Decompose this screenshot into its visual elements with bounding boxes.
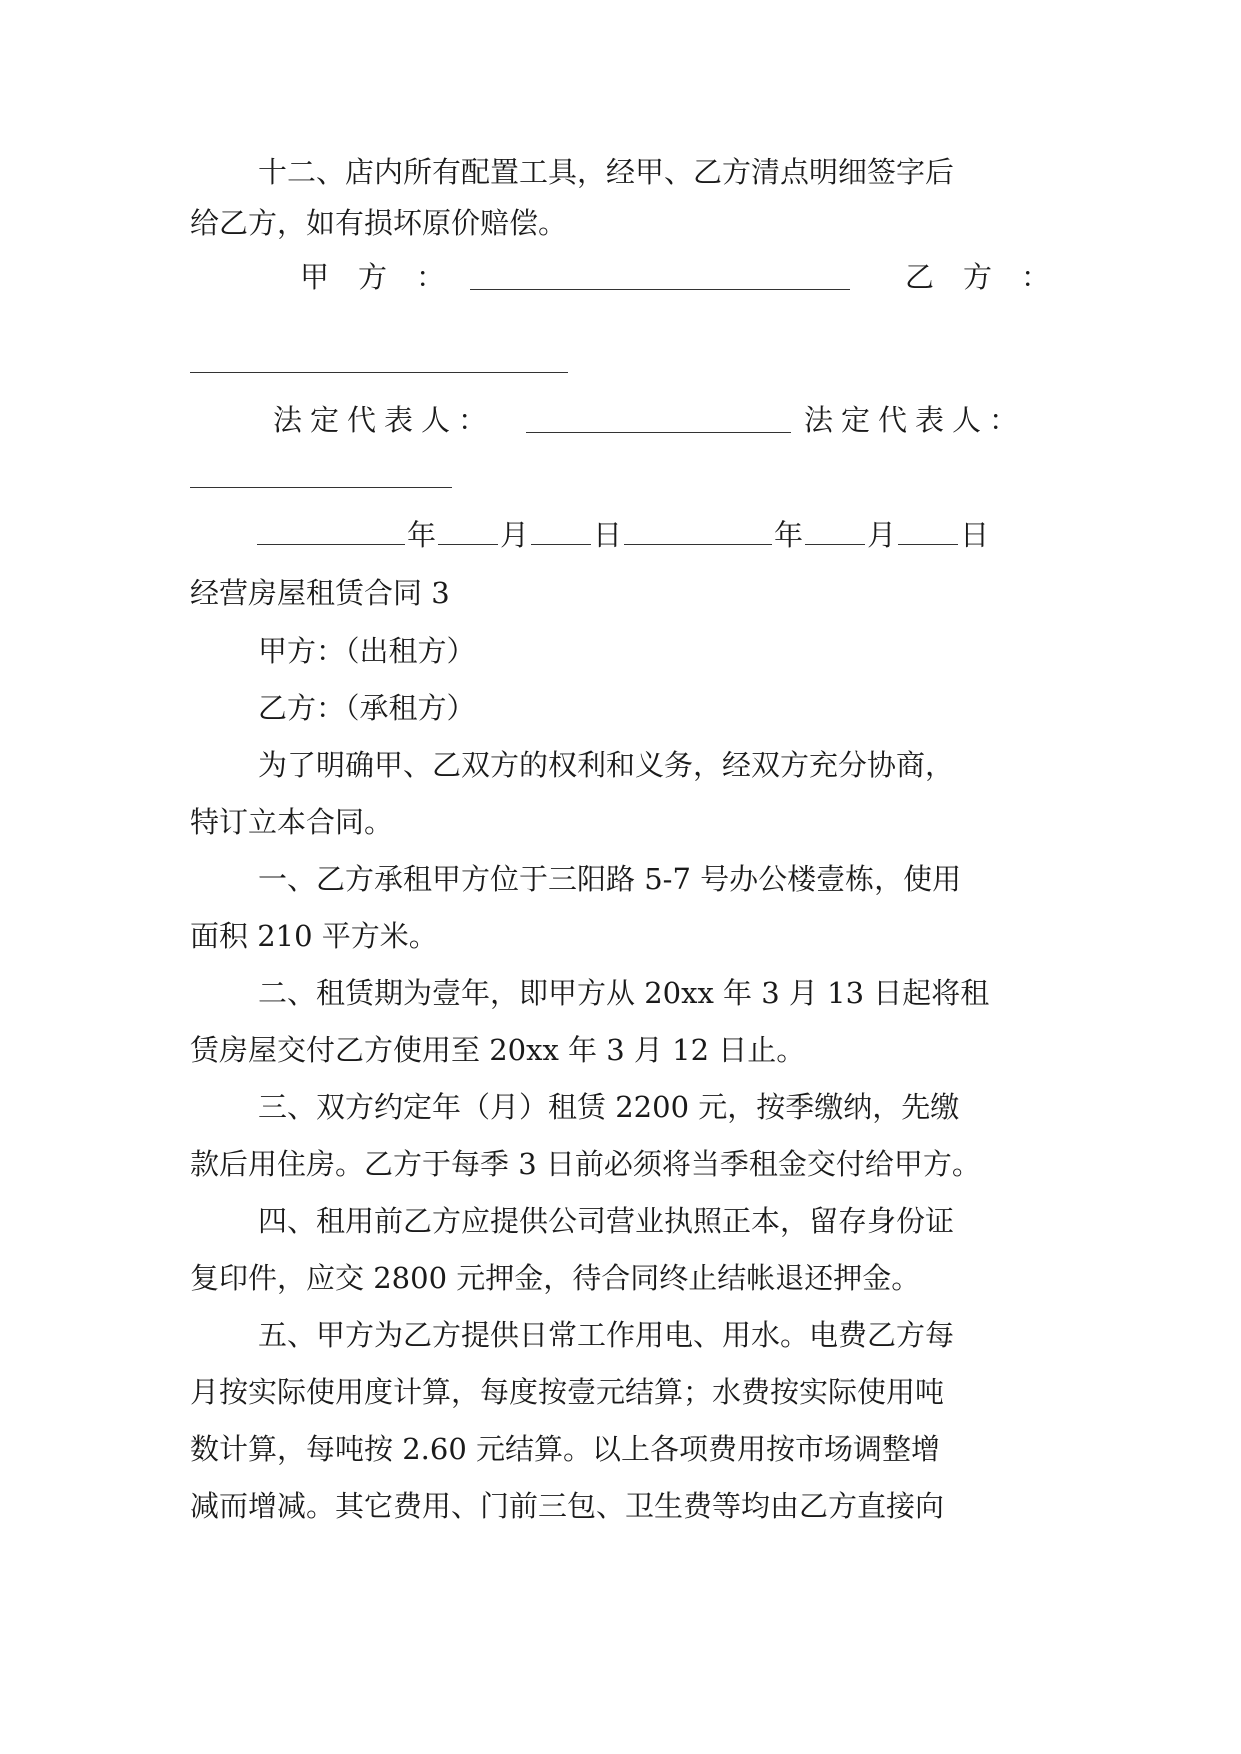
clause-1-line-1: 一、乙方承租甲方位于三阳路 5-7 号办公楼壹栋，使用	[258, 862, 962, 896]
clause-2-line-1: 二、租赁期为壹年，即甲方从 20xx 年 3 月 13 日起将租	[258, 976, 990, 1010]
date-b-month-blank	[805, 522, 865, 545]
clause-4-line-1: 四、租用前乙方应提供公司营业执照正本，留存身份证	[258, 1204, 955, 1238]
date-a-month-label: 月	[500, 518, 530, 552]
date-a-year-label: 年	[407, 518, 437, 552]
party-a-line: 甲方：（出租方）	[258, 634, 476, 668]
clause-5-line-3: 数计算，每吨按 2.60 元结算。以上各项费用按市场调整增	[190, 1432, 941, 1466]
date-row	[255, 515, 1055, 555]
date-b-month-label: 月	[867, 518, 897, 552]
intro-line-1: 为了明确甲、乙双方的权利和义务，经双方充分协商，	[258, 748, 955, 782]
clause-5-line-1: 五、甲方为乙方提供日常工作用电、用水。电费乙方每	[258, 1318, 955, 1352]
party-b-line: 乙方：（承租方）	[258, 691, 476, 725]
clause-12-line-1: 十二、店内所有配置工具，经甲、乙方清点明细签字后	[258, 155, 955, 189]
legal-rep-b-blank	[190, 487, 452, 488]
clause-5-line-4: 减而增减。其它费用、门前三包、卫生费等均由乙方直接向	[190, 1489, 945, 1523]
date-a-day-label: 日	[593, 518, 623, 552]
signature-party-b-blank	[190, 372, 568, 373]
date-a-day-blank	[531, 522, 591, 545]
clause-2-line-2: 赁房屋交付乙方使用至 20xx 年 3 月 12 日止。	[190, 1033, 806, 1067]
signature-party-a-blank	[470, 289, 850, 290]
date-b-day-label: 日	[960, 518, 990, 552]
clause-4-line-2: 复印件，应交 2800 元押金，待合同终止结帐退还押金。	[190, 1261, 921, 1295]
date-a-month-blank	[438, 522, 498, 545]
signature-party-a-label: 甲 方 ：	[300, 260, 446, 294]
date-b-year-blank	[624, 522, 772, 545]
signature-party-b-label: 乙 方 ：	[905, 260, 1051, 294]
clause-3-line-1: 三、双方约定年（月）租赁 2200 元，按季缴纳，先缴	[258, 1090, 960, 1124]
date-a-year-blank	[257, 522, 405, 545]
contract-title: 经营房屋租赁合同 3	[190, 576, 450, 610]
legal-rep-a-label: 法定代表人：	[273, 403, 496, 437]
clause-5-line-2: 月按实际使用度计算，每度按壹元结算；水费按实际使用吨	[190, 1375, 945, 1409]
clause-12-line-2: 给乙方，如有损坏原价赔偿。	[190, 206, 568, 240]
clause-3-line-2: 款后用住房。乙方于每季 3 日前必须将当季租金交付给甲方。	[190, 1147, 981, 1181]
intro-line-2: 特订立本合同。	[190, 805, 394, 839]
date-b-day-blank	[898, 522, 958, 545]
clause-1-line-2: 面积 210 平方米。	[190, 919, 438, 953]
legal-rep-b-label: 法定代表人：	[804, 403, 1027, 437]
date-b-year-label: 年	[774, 518, 804, 552]
legal-rep-a-blank	[526, 432, 791, 433]
